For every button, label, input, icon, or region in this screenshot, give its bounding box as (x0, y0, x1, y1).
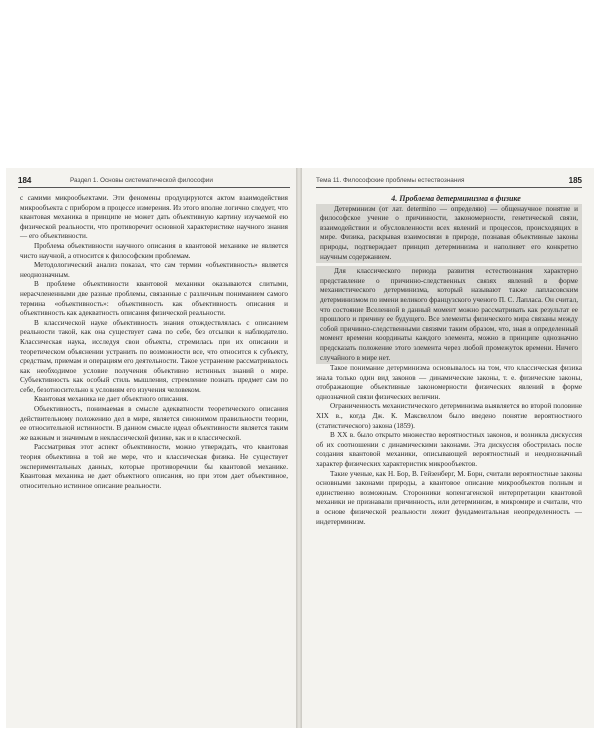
right-page-text (316, 194, 582, 527)
laplace-box: Для классического периода развития естествознания характерно представление о причинно-следственных связях явлений в форме механистического детерминизма, который называют также лапласовским детерминизмом по имени великого французского ученого П. С. Лапласа. Он считал, что состояние Вселенной в данный момент можно рассматривать как результат ее прошлого и причину ее будущего. Все элементы физического мира связаны между собой причинно-следственными связями таким образом, что, зная в определенный момент времени координаты каждого элемента, можно в принципе однозначно предсказать положение этого элемента через любой промежуток времени. Ничего случайного в мире нет. (316, 266, 582, 364)
paragraph: Квантовая механика не дает объектного описания. (34, 395, 189, 404)
paragraph: Методологический анализ показал, что сам термин «объективность» является неоднозначным. (20, 261, 288, 279)
running-header-right (316, 176, 582, 188)
header-rule-right (316, 187, 582, 188)
left-page (6, 168, 296, 728)
paragraph: В классической науке объективность знания отождествлялась с описанием реальности такой, как она существует сама по себе, без отсылки к наблюдателю. Классическая наука, исследуя свои объекты, стремилась при их описании и теоретическом объяснении устранить по возможности все, что относится к субъекту, средствам, приемам и операциям его деятельности. Такое устранение рассматривалось как необходимое условие получения объективно истинных знаний о мире. Субъективность как особый стиль мышления, стремление познать предмет сам по себе, безотносительно к условиям его изучения человеком. (20, 318, 288, 394)
header-title-left: Раздел 1. Основы систематической философии (70, 177, 213, 184)
header-rule-left (18, 187, 290, 188)
paragraph: Проблема объективности научного описания в квантовой механике не является чисто научной, а относится к философским проблемам. (20, 241, 288, 260)
page-number-right: 185 (568, 176, 582, 185)
right-page (302, 168, 594, 728)
paragraph: В XX в. было открыто множество вероятностных законов, и возникла дискуссия об их соотношении с динамическими законами. Эта дискуссия обострилась после создания квантовой механики, описывающей вероятностный и неоднозначный характер физических характеристик микрообъектов. (316, 431, 582, 469)
paragraph: Такие ученые, как Н. Бор, В. Гейзенберг, М. Борн, считали вероятностные законы основными законами природы, а квантовое описание микрообъектов полным и единственно возможным. Сторонники копенгагенской интерпретации квантовой механики не признавали причинность, или детерминизм, в микромире и считали, что в основе физической реальности лежит фундаментальная неопределенность — индетерминизм. (316, 469, 582, 526)
page-number-left: 184 (18, 176, 32, 185)
paragraph: Объективность, понимаемая в смысле адекватности теоретического описания действительному положению дел в мире, является синонимом правильности теории, ее относительной истинности. В данном смысле идеал объективности является таким же важным и значимым в неклассической физике, как и в классической. (20, 405, 288, 442)
header-title-right: Тема 11. Философские проблемы естествознания (316, 177, 465, 184)
running-header-left (18, 176, 290, 188)
definition-box: Детерминизм (от лат. determino — определяю) — общенаучное понятие и философское учение о причинности, закономерности, генетической связи, взаимодействии и обусловленности всех явлений и процессов, происходящих в мире. Физика, раскрывая взаимосвязи в природе, познавая объективные законы природы, подтверждает принцип детерминизма и наполняет его конкретно научным содержанием. (316, 204, 582, 264)
section-title: 4. Проблема детерминизма в физике (391, 194, 521, 203)
paragraph: Ограниченность механистического детерминизма выявляется во второй половине XIX в., когда Дж. К. Максвеллом было введено понятие вероятностного (статистического) закона (1859). (316, 402, 582, 430)
paragraph: Такое понимание детерминизма основывалось на том, что классическая физика знала только один вид законов — динамические законы, т. е. физические законы, отображающие объективные закономерности физических явлений в форме однозначной связи физических величин. (316, 364, 582, 401)
paragraph: с самими микрообъектами. Эти феномены продуцируются актом взаимодействия микрообъекта с прибором в процессе измерения. Из этого вполне логично следует, что квантовая механика в принципе не может дать объективную картину изучаемой ею физической реальности, что противоречит основной характеристике научного знания — его объективности. (20, 194, 288, 241)
left-page-text (20, 194, 288, 491)
paragraph: В проблеме объективности квантовой механики оказываются слитыми, нерасчлененными две разные проблемы, связанные с различным пониманием самого термина «объективность»: объективность как объективность описания и объективность как адекватность описания физической реальности. (20, 280, 288, 318)
paragraph: Рассматривая этот аспект объективности, можно утверждать, что квантовая теория объективна в той же мере, что и классическая физика. Не существует экспериментальных данных, которые противоречили бы квантовой механике. Квантовая механика не дает объектного описания, но при этом дает объективное, относительно истинное описание реальности. (20, 443, 288, 490)
